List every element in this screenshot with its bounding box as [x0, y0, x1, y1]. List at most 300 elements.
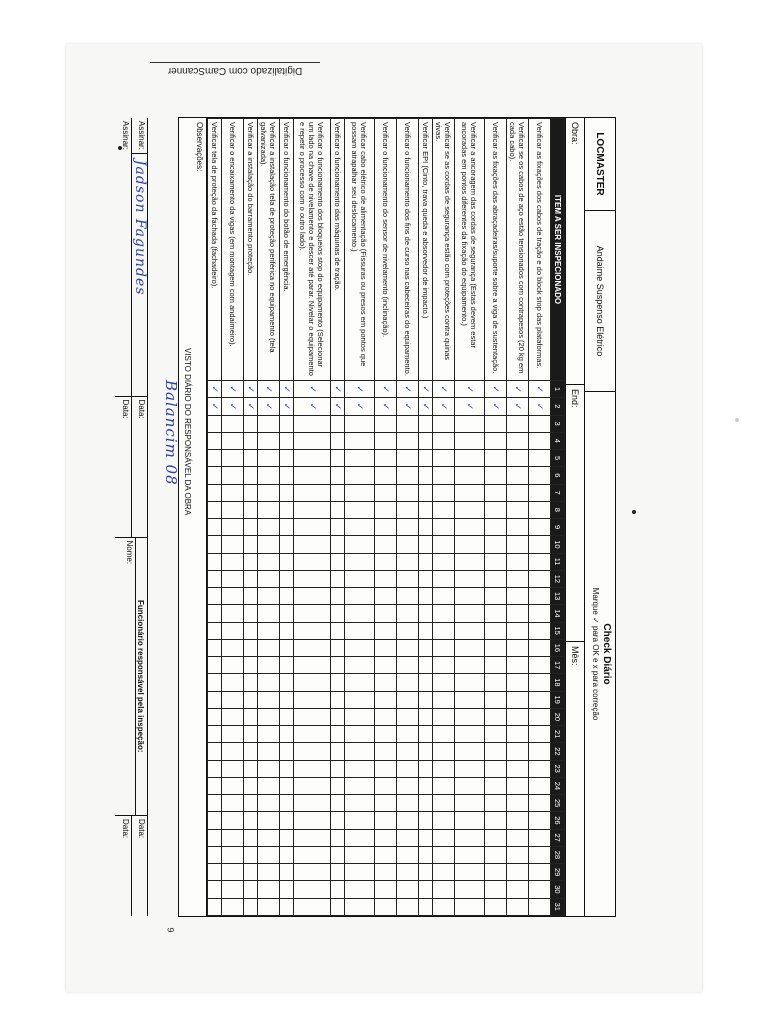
- check-cell[interactable]: [375, 588, 397, 605]
- check-cell[interactable]: [222, 726, 244, 743]
- check-cell[interactable]: [507, 743, 529, 760]
- check-cell[interactable]: [345, 588, 375, 605]
- check-cell[interactable]: [345, 605, 375, 622]
- check-cell[interactable]: [419, 432, 433, 449]
- check-cell[interactable]: [433, 864, 455, 881]
- check-cell[interactable]: [455, 484, 485, 501]
- check-cell[interactable]: [419, 898, 433, 916]
- check-cell[interactable]: [529, 536, 551, 553]
- check-cell[interactable]: [294, 726, 331, 743]
- check-cell[interactable]: [331, 777, 345, 794]
- check-cell[interactable]: [507, 881, 529, 898]
- check-cell[interactable]: [345, 864, 375, 881]
- check-cell[interactable]: [345, 691, 375, 708]
- check-cell[interactable]: [294, 898, 331, 916]
- check-cell[interactable]: [345, 570, 375, 587]
- check-cell[interactable]: [375, 881, 397, 898]
- check-cell[interactable]: [433, 726, 455, 743]
- check-cell[interactable]: [397, 553, 419, 570]
- check-cell[interactable]: [331, 812, 345, 829]
- check-cell[interactable]: [375, 484, 397, 501]
- check-cell[interactable]: [397, 760, 419, 777]
- check-cell[interactable]: [294, 708, 331, 725]
- check-cell[interactable]: [455, 415, 485, 432]
- check-cell[interactable]: [345, 743, 375, 760]
- check-cell[interactable]: [507, 708, 529, 725]
- check-cell[interactable]: [455, 898, 485, 916]
- check-cell[interactable]: [222, 415, 244, 432]
- check-cell[interactable]: [507, 432, 529, 449]
- check-cell[interactable]: ✓: [331, 398, 345, 415]
- check-cell[interactable]: [244, 898, 258, 916]
- check-cell[interactable]: [375, 864, 397, 881]
- check-cell[interactable]: ✓: [507, 381, 529, 398]
- check-cell[interactable]: [529, 691, 551, 708]
- check-cell[interactable]: ✓: [419, 398, 433, 415]
- check-cell[interactable]: [331, 519, 345, 536]
- check-cell[interactable]: [294, 605, 331, 622]
- check-cell[interactable]: [455, 657, 485, 674]
- check-cell[interactable]: [455, 570, 485, 587]
- check-cell[interactable]: [345, 501, 375, 518]
- check-cell[interactable]: [529, 777, 551, 794]
- check-cell[interactable]: [529, 450, 551, 467]
- check-cell[interactable]: [345, 415, 375, 432]
- check-cell[interactable]: [433, 760, 455, 777]
- check-cell[interactable]: [485, 639, 507, 656]
- check-cell[interactable]: [258, 484, 280, 501]
- check-cell[interactable]: [397, 674, 419, 691]
- check-cell[interactable]: [244, 829, 258, 846]
- check-cell[interactable]: [397, 450, 419, 467]
- check-cell[interactable]: [485, 450, 507, 467]
- check-cell[interactable]: [258, 639, 280, 656]
- check-cell[interactable]: [375, 570, 397, 587]
- check-cell[interactable]: [419, 657, 433, 674]
- check-cell[interactable]: [208, 898, 222, 916]
- check-cell[interactable]: [433, 708, 455, 725]
- check-cell[interactable]: [208, 622, 222, 639]
- check-cell[interactable]: [507, 570, 529, 587]
- check-cell[interactable]: [294, 743, 331, 760]
- check-cell[interactable]: [222, 829, 244, 846]
- check-cell[interactable]: [294, 812, 331, 829]
- check-cell[interactable]: [485, 519, 507, 536]
- check-cell[interactable]: [419, 846, 433, 863]
- check-cell[interactable]: [433, 501, 455, 518]
- check-cell[interactable]: [258, 726, 280, 743]
- check-cell[interactable]: [294, 415, 331, 432]
- check-cell[interactable]: [397, 795, 419, 812]
- check-cell[interactable]: [455, 553, 485, 570]
- check-cell[interactable]: [208, 639, 222, 656]
- check-cell[interactable]: [375, 622, 397, 639]
- check-cell[interactable]: [529, 484, 551, 501]
- check-cell[interactable]: [529, 674, 551, 691]
- check-cell[interactable]: ✓: [397, 398, 419, 415]
- check-cell[interactable]: [419, 864, 433, 881]
- check-cell[interactable]: [208, 812, 222, 829]
- check-cell[interactable]: [419, 570, 433, 587]
- check-cell[interactable]: [258, 570, 280, 587]
- check-cell[interactable]: [294, 467, 331, 484]
- check-cell[interactable]: [280, 450, 294, 467]
- check-cell[interactable]: [507, 467, 529, 484]
- check-cell[interactable]: [455, 639, 485, 656]
- check-cell[interactable]: [485, 501, 507, 518]
- check-cell[interactable]: [208, 415, 222, 432]
- check-cell[interactable]: [455, 812, 485, 829]
- check-cell[interactable]: [280, 501, 294, 518]
- check-cell[interactable]: [375, 795, 397, 812]
- check-cell[interactable]: [345, 795, 375, 812]
- check-cell[interactable]: [345, 708, 375, 725]
- check-cell[interactable]: [222, 898, 244, 916]
- check-cell[interactable]: [331, 432, 345, 449]
- check-cell[interactable]: [345, 450, 375, 467]
- check-cell[interactable]: [529, 432, 551, 449]
- check-cell[interactable]: [397, 657, 419, 674]
- check-cell[interactable]: [529, 553, 551, 570]
- check-cell[interactable]: ✓: [208, 381, 222, 398]
- check-cell[interactable]: [529, 846, 551, 863]
- check-cell[interactable]: [258, 812, 280, 829]
- check-cell[interactable]: [294, 519, 331, 536]
- check-cell[interactable]: [507, 588, 529, 605]
- check-cell[interactable]: [419, 467, 433, 484]
- check-cell[interactable]: [433, 588, 455, 605]
- check-cell[interactable]: [345, 898, 375, 916]
- check-cell[interactable]: [208, 708, 222, 725]
- check-cell[interactable]: ✓: [222, 381, 244, 398]
- check-cell[interactable]: [208, 691, 222, 708]
- check-cell[interactable]: [455, 605, 485, 622]
- check-cell[interactable]: [375, 432, 397, 449]
- check-cell[interactable]: [222, 588, 244, 605]
- check-cell[interactable]: ✓: [258, 398, 280, 415]
- check-cell[interactable]: [455, 760, 485, 777]
- check-cell[interactable]: [433, 691, 455, 708]
- check-cell[interactable]: [397, 812, 419, 829]
- check-cell[interactable]: [331, 639, 345, 656]
- check-cell[interactable]: [485, 743, 507, 760]
- check-cell[interactable]: [529, 812, 551, 829]
- check-cell[interactable]: [345, 467, 375, 484]
- check-cell[interactable]: [331, 708, 345, 725]
- check-cell[interactable]: [331, 588, 345, 605]
- check-cell[interactable]: [397, 726, 419, 743]
- check-cell[interactable]: [280, 622, 294, 639]
- check-cell[interactable]: [208, 864, 222, 881]
- check-cell[interactable]: ✓: [294, 381, 331, 398]
- check-cell[interactable]: [258, 553, 280, 570]
- check-cell[interactable]: [419, 501, 433, 518]
- check-cell[interactable]: [375, 743, 397, 760]
- check-cell[interactable]: [222, 708, 244, 725]
- check-cell[interactable]: [455, 881, 485, 898]
- check-cell[interactable]: [331, 691, 345, 708]
- check-cell[interactable]: [345, 726, 375, 743]
- check-cell[interactable]: [433, 484, 455, 501]
- check-cell[interactable]: [208, 846, 222, 863]
- check-cell[interactable]: [244, 432, 258, 449]
- check-cell[interactable]: [397, 570, 419, 587]
- check-cell[interactable]: [208, 657, 222, 674]
- check-cell[interactable]: [258, 777, 280, 794]
- check-cell[interactable]: [280, 760, 294, 777]
- check-cell[interactable]: [331, 570, 345, 587]
- check-cell[interactable]: [258, 657, 280, 674]
- check-cell[interactable]: [280, 743, 294, 760]
- check-cell[interactable]: [280, 777, 294, 794]
- check-cell[interactable]: [208, 450, 222, 467]
- check-cell[interactable]: ✓: [244, 398, 258, 415]
- check-cell[interactable]: [433, 415, 455, 432]
- check-cell[interactable]: [280, 881, 294, 898]
- check-cell[interactable]: [258, 708, 280, 725]
- check-cell[interactable]: [485, 864, 507, 881]
- check-cell[interactable]: [222, 553, 244, 570]
- check-cell[interactable]: [375, 708, 397, 725]
- check-cell[interactable]: [419, 605, 433, 622]
- check-cell[interactable]: [280, 829, 294, 846]
- check-cell[interactable]: [485, 467, 507, 484]
- check-cell[interactable]: [345, 846, 375, 863]
- check-cell[interactable]: [529, 501, 551, 518]
- check-cell[interactable]: [208, 467, 222, 484]
- check-cell[interactable]: [294, 829, 331, 846]
- check-cell[interactable]: [455, 467, 485, 484]
- check-cell[interactable]: [485, 415, 507, 432]
- check-cell[interactable]: [208, 674, 222, 691]
- check-cell[interactable]: [529, 898, 551, 916]
- check-cell[interactable]: [507, 501, 529, 518]
- check-cell[interactable]: [222, 536, 244, 553]
- check-cell[interactable]: [208, 519, 222, 536]
- check-cell[interactable]: [244, 760, 258, 777]
- check-cell[interactable]: [507, 898, 529, 916]
- check-cell[interactable]: [375, 536, 397, 553]
- check-cell[interactable]: [280, 415, 294, 432]
- check-cell[interactable]: [294, 570, 331, 587]
- check-cell[interactable]: [485, 898, 507, 916]
- check-cell[interactable]: [397, 708, 419, 725]
- check-cell[interactable]: [433, 536, 455, 553]
- check-cell[interactable]: [507, 812, 529, 829]
- check-cell[interactable]: [331, 553, 345, 570]
- check-cell[interactable]: [280, 674, 294, 691]
- check-cell[interactable]: [222, 501, 244, 518]
- check-cell[interactable]: [433, 881, 455, 898]
- check-cell[interactable]: [222, 467, 244, 484]
- check-cell[interactable]: [244, 605, 258, 622]
- check-cell[interactable]: ✓: [345, 381, 375, 398]
- check-cell[interactable]: [529, 415, 551, 432]
- check-cell[interactable]: [331, 760, 345, 777]
- check-cell[interactable]: [507, 450, 529, 467]
- check-cell[interactable]: [331, 795, 345, 812]
- check-cell[interactable]: [529, 795, 551, 812]
- check-cell[interactable]: [294, 432, 331, 449]
- check-cell[interactable]: [345, 519, 375, 536]
- check-cell[interactable]: [433, 743, 455, 760]
- check-cell[interactable]: [507, 829, 529, 846]
- check-cell[interactable]: [485, 760, 507, 777]
- check-cell[interactable]: [455, 536, 485, 553]
- check-cell[interactable]: [507, 519, 529, 536]
- check-cell[interactable]: [419, 639, 433, 656]
- check-cell[interactable]: [280, 691, 294, 708]
- check-cell[interactable]: [507, 605, 529, 622]
- check-cell[interactable]: [244, 726, 258, 743]
- check-cell[interactable]: [345, 812, 375, 829]
- check-cell[interactable]: [397, 622, 419, 639]
- check-cell[interactable]: [507, 864, 529, 881]
- check-cell[interactable]: [375, 812, 397, 829]
- check-cell[interactable]: [294, 501, 331, 518]
- check-cell[interactable]: [529, 760, 551, 777]
- check-cell[interactable]: [397, 536, 419, 553]
- check-cell[interactable]: [208, 795, 222, 812]
- check-cell[interactable]: [485, 432, 507, 449]
- check-cell[interactable]: [294, 864, 331, 881]
- check-cell[interactable]: [280, 726, 294, 743]
- check-cell[interactable]: [222, 657, 244, 674]
- check-cell[interactable]: [375, 553, 397, 570]
- check-cell[interactable]: [331, 536, 345, 553]
- check-cell[interactable]: [375, 760, 397, 777]
- check-cell[interactable]: [331, 881, 345, 898]
- check-cell[interactable]: [507, 484, 529, 501]
- check-cell[interactable]: ✓: [507, 398, 529, 415]
- check-cell[interactable]: [244, 588, 258, 605]
- check-cell[interactable]: [244, 622, 258, 639]
- check-cell[interactable]: [433, 432, 455, 449]
- check-cell[interactable]: [529, 726, 551, 743]
- check-cell[interactable]: [258, 467, 280, 484]
- check-cell[interactable]: [244, 450, 258, 467]
- check-cell[interactable]: ✓: [258, 381, 280, 398]
- check-cell[interactable]: [345, 674, 375, 691]
- check-cell[interactable]: [294, 657, 331, 674]
- check-cell[interactable]: [331, 829, 345, 846]
- check-cell[interactable]: [433, 639, 455, 656]
- check-cell[interactable]: ✓: [331, 381, 345, 398]
- check-cell[interactable]: [258, 501, 280, 518]
- check-cell[interactable]: [280, 864, 294, 881]
- check-cell[interactable]: [280, 846, 294, 863]
- check-cell[interactable]: [222, 864, 244, 881]
- check-cell[interactable]: [208, 588, 222, 605]
- check-cell[interactable]: [529, 864, 551, 881]
- check-cell[interactable]: [280, 519, 294, 536]
- check-cell[interactable]: [331, 450, 345, 467]
- check-cell[interactable]: [529, 829, 551, 846]
- check-cell[interactable]: [222, 812, 244, 829]
- check-cell[interactable]: [529, 519, 551, 536]
- check-cell[interactable]: ✓: [294, 398, 331, 415]
- check-cell[interactable]: [397, 881, 419, 898]
- check-cell[interactable]: [294, 484, 331, 501]
- check-cell[interactable]: [455, 743, 485, 760]
- check-cell[interactable]: [222, 674, 244, 691]
- check-cell[interactable]: [433, 570, 455, 587]
- check-cell[interactable]: [455, 708, 485, 725]
- check-cell[interactable]: [244, 881, 258, 898]
- check-cell[interactable]: [331, 467, 345, 484]
- check-cell[interactable]: [222, 760, 244, 777]
- check-cell[interactable]: [485, 536, 507, 553]
- check-cell[interactable]: [258, 415, 280, 432]
- check-cell[interactable]: [419, 415, 433, 432]
- check-cell[interactable]: [507, 674, 529, 691]
- check-cell[interactable]: [507, 622, 529, 639]
- check-cell[interactable]: [455, 726, 485, 743]
- check-cell[interactable]: [419, 588, 433, 605]
- check-cell[interactable]: [397, 415, 419, 432]
- check-cell[interactable]: [208, 829, 222, 846]
- check-cell[interactable]: [455, 588, 485, 605]
- check-cell[interactable]: [258, 432, 280, 449]
- check-cell[interactable]: [345, 622, 375, 639]
- check-cell[interactable]: [331, 622, 345, 639]
- check-cell[interactable]: [294, 846, 331, 863]
- check-cell[interactable]: [375, 657, 397, 674]
- check-cell[interactable]: [507, 760, 529, 777]
- check-cell[interactable]: [244, 657, 258, 674]
- check-cell[interactable]: [485, 588, 507, 605]
- check-cell[interactable]: [485, 605, 507, 622]
- check-cell[interactable]: ✓: [485, 381, 507, 398]
- check-cell[interactable]: [244, 536, 258, 553]
- check-cell[interactable]: [222, 622, 244, 639]
- check-cell[interactable]: [455, 622, 485, 639]
- check-cell[interactable]: [485, 777, 507, 794]
- check-cell[interactable]: [485, 570, 507, 587]
- check-cell[interactable]: ✓: [244, 381, 258, 398]
- check-cell[interactable]: [345, 639, 375, 656]
- check-cell[interactable]: [222, 432, 244, 449]
- check-cell[interactable]: ✓: [208, 398, 222, 415]
- check-cell[interactable]: [455, 864, 485, 881]
- check-cell[interactable]: [258, 829, 280, 846]
- check-cell[interactable]: [507, 726, 529, 743]
- check-cell[interactable]: [455, 777, 485, 794]
- check-cell[interactable]: [222, 881, 244, 898]
- check-cell[interactable]: [507, 415, 529, 432]
- check-cell[interactable]: [397, 743, 419, 760]
- check-cell[interactable]: [419, 777, 433, 794]
- check-cell[interactable]: [397, 864, 419, 881]
- check-cell[interactable]: [331, 898, 345, 916]
- check-cell[interactable]: [244, 484, 258, 501]
- check-cell[interactable]: [294, 760, 331, 777]
- check-cell[interactable]: [258, 519, 280, 536]
- check-cell[interactable]: [258, 743, 280, 760]
- check-cell[interactable]: [485, 691, 507, 708]
- check-cell[interactable]: [222, 743, 244, 760]
- check-cell[interactable]: [222, 777, 244, 794]
- check-cell[interactable]: [529, 881, 551, 898]
- check-cell[interactable]: [222, 570, 244, 587]
- check-cell[interactable]: [222, 639, 244, 656]
- check-cell[interactable]: [244, 846, 258, 863]
- check-cell[interactable]: [258, 450, 280, 467]
- check-cell[interactable]: [419, 484, 433, 501]
- check-cell[interactable]: [208, 760, 222, 777]
- check-cell[interactable]: [485, 708, 507, 725]
- check-cell[interactable]: [433, 467, 455, 484]
